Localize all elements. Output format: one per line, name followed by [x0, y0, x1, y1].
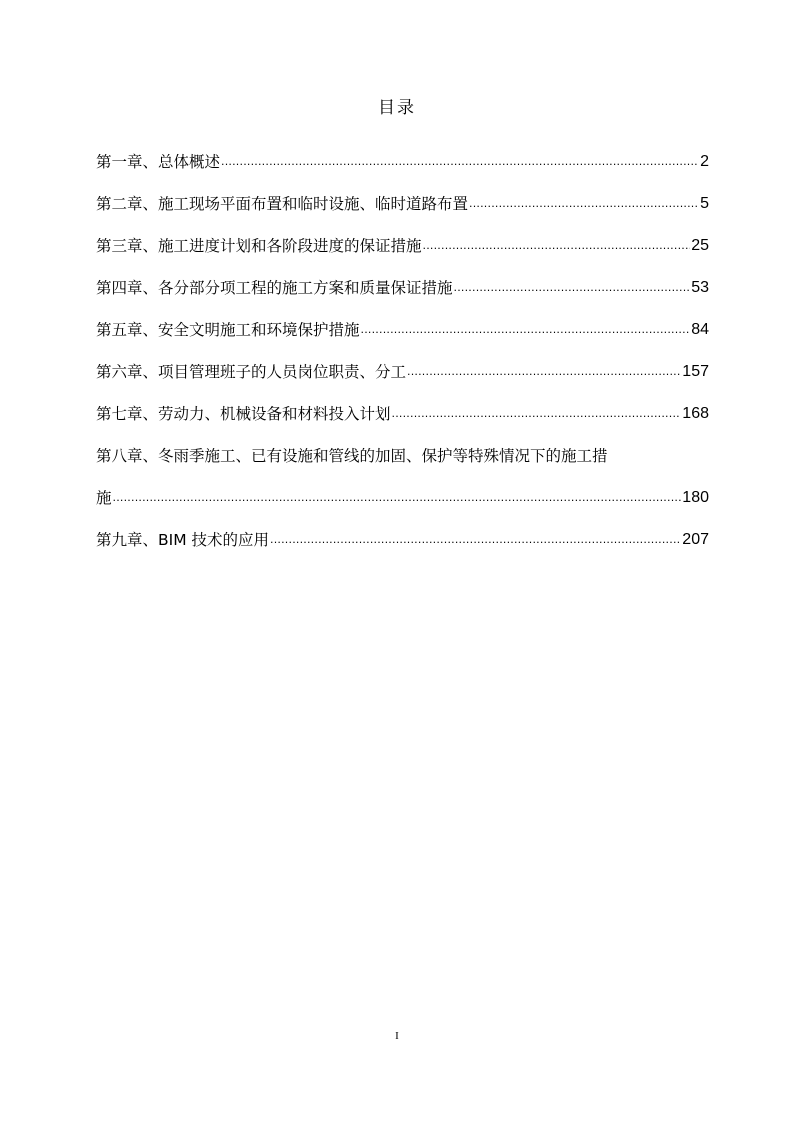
toc-entry-chapter-6[interactable] [96, 341, 709, 383]
toc-entry-page-number: 180 [682, 489, 709, 506]
dot-leader [221, 151, 699, 173]
toc-entry-page-number: 25 [691, 237, 709, 254]
toc-entry-chapter-5[interactable] [96, 299, 709, 341]
dot-leader [454, 277, 691, 299]
toc-entry-label: 第九章、BIM 技术的应用 [96, 531, 270, 549]
page-number-footer: I [395, 1030, 399, 1042]
dot-leader [423, 235, 691, 257]
toc-entry-page-number: 2 [700, 153, 709, 170]
dot-leader [407, 361, 681, 383]
toc-entry-chapter-1[interactable] [96, 131, 709, 173]
toc-entry-page-number: 84 [691, 321, 709, 338]
toc-entry-chapter-8-line-1[interactable] [96, 425, 709, 467]
toc-entry-label: 第二章、施工现场平面布置和临时设施、临时道路布置 [96, 195, 469, 213]
toc-entry-label: 第八章、冬雨季施工、已有设施和管线的加固、保护等特殊情况下的施工措 [96, 447, 608, 465]
toc-entry-chapter-7[interactable] [96, 383, 709, 425]
toc-entry-page-number: 168 [682, 405, 709, 422]
dot-leader [361, 319, 691, 341]
toc-entry-label: 施 [96, 489, 112, 507]
toc-entry-label: 第一章、总体概述 [96, 153, 221, 171]
toc-title: 目录 [378, 98, 416, 118]
toc-entry-chapter-8-line-2[interactable] [96, 467, 709, 509]
toc-entry-label: 第七章、劳动力、机械设备和材料投入计划 [96, 405, 391, 423]
dot-leader [113, 487, 682, 509]
toc-entry-label: 第三章、施工进度计划和各阶段进度的保证措施 [96, 237, 422, 255]
toc-entry-page-number: 207 [682, 531, 709, 548]
toc-entry-page-number: 157 [682, 363, 709, 380]
dot-leader [469, 193, 699, 215]
toc-entry-label: 第六章、项目管理班子的人员岗位职责、分工 [96, 363, 407, 381]
toc-entry-label: 第五章、安全文明施工和环境保护措施 [96, 321, 360, 339]
toc-entry-chapter-4[interactable] [96, 257, 709, 299]
dot-leader [392, 403, 682, 425]
toc-entry-chapter-3[interactable] [96, 215, 709, 257]
toc-entry-page-number: 5 [700, 195, 709, 212]
toc-entry-chapter-9[interactable] [96, 509, 709, 551]
dot-leader [270, 529, 681, 551]
toc-list [96, 131, 709, 551]
toc-entry-label: 第四章、各分部分项工程的施工方案和质量保证措施 [96, 279, 453, 297]
toc-entry-chapter-2[interactable] [96, 173, 709, 215]
toc-entry-page-number: 53 [691, 279, 709, 296]
